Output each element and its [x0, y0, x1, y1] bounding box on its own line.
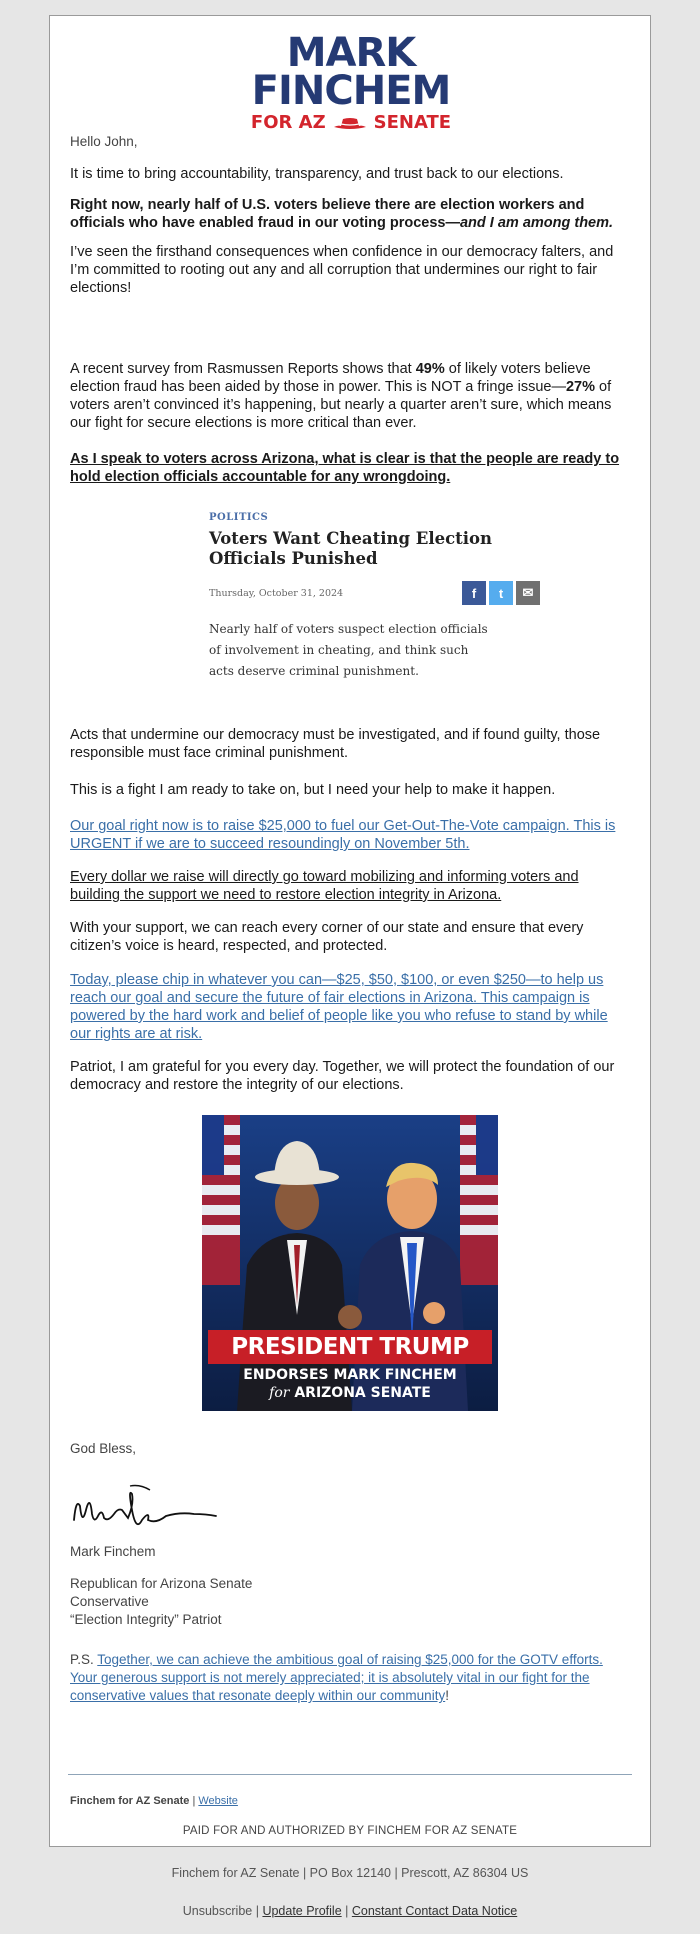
article-title[interactable]: Voters Want Cheating Election Officials Punished [209, 529, 493, 568]
data-notice-link[interactable]: Constant Contact Data Notice [351, 1904, 518, 1918]
mailing-address: Finchem for AZ Senate | PO Box 12140 | Prescott, AZ 86304 US [171, 1866, 529, 1880]
paragraph-3: I’ve seen the firsthand consequences when confidence in our democracy falters, and I’m committed to rooting out any and all corruption that undermines our right to fair elections! [70, 244, 614, 296]
greeting: Hello John, [70, 134, 138, 149]
logo-line3 [239, 111, 463, 135]
photo-banner-title: PRESIDENT TRUMP [208, 1330, 492, 1364]
signature-image [70, 1480, 220, 1540]
ps-suffix: ! [445, 1688, 449, 1703]
logo-line3-right: SENATE [373, 112, 452, 133]
paragraph-4-a: A recent survey from Rasmussen Reports shows that [70, 361, 416, 377]
closing: God Bless, [70, 1441, 137, 1456]
photo-banner-for: for [269, 1385, 290, 1401]
logo-line3-left: FOR AZ [250, 112, 326, 133]
paragraph-4-c: of likely voters believe election fraud has been aided by those in power. This is NOT a fringe issue— [70, 361, 591, 395]
article-description: Nearly half of voters suspect election officials of involvement in cheating, and think such acts deserve criminal punishment. [209, 622, 488, 678]
email-footer-links [0, 1904, 700, 1918]
footer-org: Finchem for AZ Senate [70, 1795, 190, 1807]
footer-org-line [70, 1795, 238, 1807]
separator-1: | [252, 1904, 263, 1918]
facebook-share-icon[interactable]: f [462, 581, 486, 605]
cowboy-hat-icon [332, 116, 368, 130]
paragraph-5: As I speak to voters across Arizona, what is clear is that the people are ready to hold election officials accountable for any wrongdoing. [70, 451, 620, 485]
separator-2: | [341, 1904, 352, 1918]
unsubscribe-link[interactable]: Unsubscribe [182, 1904, 253, 1918]
stat-27: 27% [565, 379, 595, 395]
photo-banner-subtitle [202, 1366, 498, 1402]
paragraph-1: It is time to bring accountability, transparency, and trust back to our elections. [70, 166, 564, 182]
article-date: Thursday, October 31, 2024 [209, 587, 344, 599]
update-profile-link[interactable]: Update Profile [262, 1904, 342, 1918]
signer-title-3: “Election Integrity” Patriot [70, 1612, 222, 1627]
email-share-icon[interactable]: ✉ [516, 581, 540, 605]
campaign-logo [239, 30, 463, 135]
footer-website-link[interactable]: Website [198, 1795, 238, 1807]
paragraph-2-bold: Right now, nearly half of U.S. voters believe there are election workers and officials who have enabled fraud in our voting process— [70, 197, 585, 231]
paragraph-6: Acts that undermine our democracy must be investigated, and if found guilty, those responsible must face criminal punishment. [70, 727, 601, 761]
email-card [49, 15, 651, 1847]
endorsement-image[interactable] [202, 1115, 498, 1411]
footer-divider [68, 1774, 632, 1775]
postscript [70, 1651, 631, 1705]
footer-separator: | [189, 1795, 199, 1807]
article-category: POLITICS [209, 512, 269, 523]
article-meta [209, 581, 534, 605]
paragraph-10: With your support, we can reach every corner of our state and ensure that every citizen’s voice is heard, respected, and protected. [70, 920, 584, 954]
signer-title-2: Conservative [70, 1594, 149, 1609]
paragraph-4-e: of voters aren’t convinced it’s happening, but nearly a quarter aren’t sure, which means our fight for secure elections is more critical than ever. [70, 379, 612, 431]
ps-prefix: P.S. [70, 1652, 98, 1667]
paragraph-2-italic: and I am among them. [459, 215, 614, 231]
paragraph-7: This is a fight I am ready to take on, but I need your help to make it happen. [70, 782, 556, 798]
photo-banner-line2: ARIZONA SENATE [294, 1385, 431, 1401]
donate-link-chip-in[interactable]: Today, please chip in whatever you can—$25, $50, $100, or even $250—to help us reach our goal and secure the future of fair elections in Arizona. This campaign is powered by the hard work and belief of people like you who refuse to stand by while our rights are at risk. [70, 972, 608, 1042]
paragraph-4 [70, 360, 631, 432]
logo-line2: FINCHEM [251, 68, 451, 114]
twitter-share-icon[interactable]: t [489, 581, 513, 605]
signer-name: Mark Finchem [70, 1544, 156, 1559]
news-article-card[interactable] [209, 512, 534, 682]
photo-banner-line1: ENDORSES MARK FINCHEM [243, 1367, 457, 1383]
paragraph-9: Every dollar we raise will directly go toward mobilizing and informing voters and building the support we need to restore election integrity in Arizona. [70, 869, 579, 903]
paid-for-disclaimer: PAID FOR AND AUTHORIZED BY FINCHEM FOR AZ SENATE [182, 1825, 518, 1837]
paragraph-12: Patriot, I am grateful for you every day. Together, we will protect the foundation of our democracy and restore the integrity of our elections. [70, 1059, 615, 1093]
paragraph-2 [70, 196, 631, 232]
donate-link-goal[interactable]: Our goal right now is to raise $25,000 to fuel our Get-Out-The-Vote campaign. This is URGENT if we are to succeed resoundingly on November 5th. [70, 818, 616, 852]
ps-donate-link[interactable]: Together, we can achieve the ambitious goal of raising $25,000 for the GOTV efforts. Your generous support is not merely appreciated; it is absolutely vital in our fight for the conservative values that resonate deeply within our community [70, 1652, 603, 1703]
logo-line1: MARK [286, 30, 416, 76]
stat-49: 49% [415, 361, 445, 377]
signer-title-1: Republican for Arizona Senate [70, 1576, 253, 1591]
share-buttons [462, 581, 540, 605]
